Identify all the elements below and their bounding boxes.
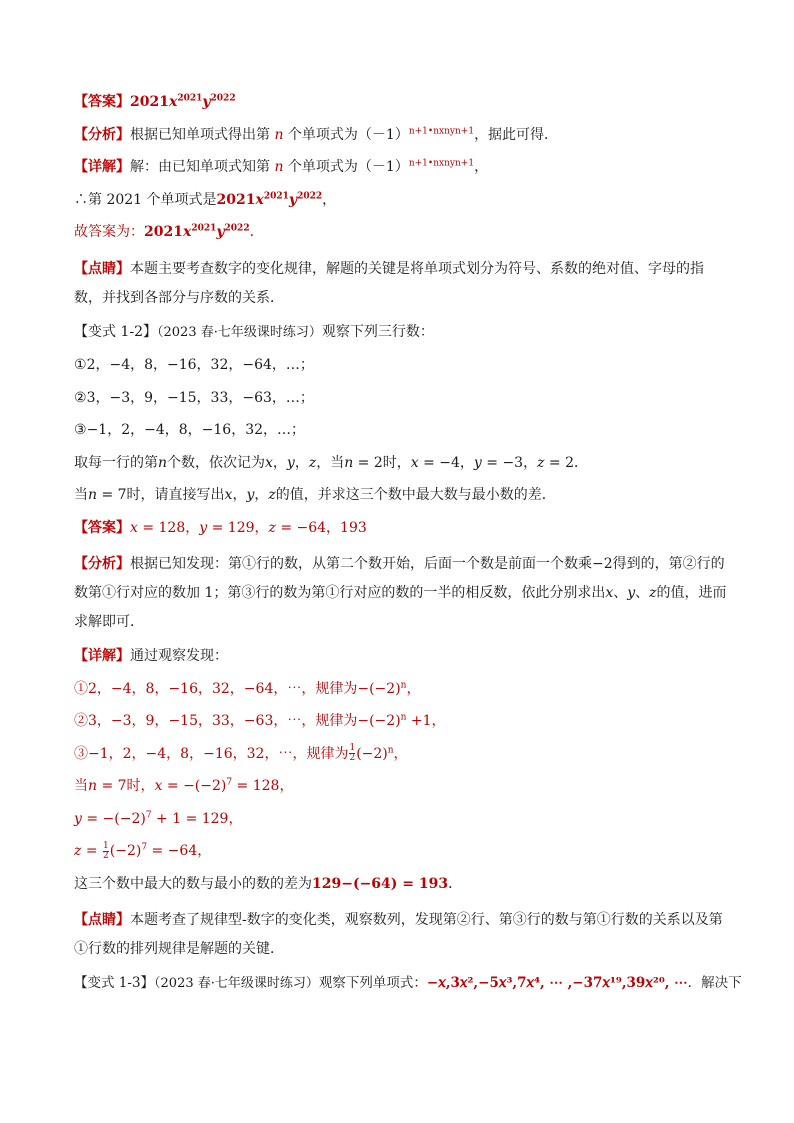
- difference-line: 这三个数中最大的数与最小的数的差为129−(−64) = 193．: [74, 875, 463, 892]
- question-line: 当𝑛 = 7时，请直接写出𝑥，𝑦，𝑧的值，并求这三个数中最大数与最小数的差．: [74, 487, 556, 503]
- answer-line-2: 【答案】𝑥 = 128，𝑦 = 129，𝑧 = −64，193: [74, 519, 367, 536]
- calc-z-line: 𝑧 = $\frac{1}{2}$ $(-2)^7 = -64$，: [74, 840, 212, 861]
- calc-y-line: 𝑦 = $-(-2)^7 + 1 = 129$，: [74, 809, 243, 827]
- variant-1-2-heading: 【变式 1-2】（2023 春·七年级课时练习）观察下列三行数：: [74, 323, 434, 340]
- thus-line: 故答案为：$2021x^{2021}y^{2022}$．: [74, 223, 264, 240]
- comment-paragraph-1: 【点睛】本题主要考查数字的变化规律，解题的关键是将单项式划分为符号、系数的绝对值、字母的指数，并找到各部分与序数的关系．: [74, 260, 704, 306]
- row-3: ③−1，2，−4，8，−16，32，…；: [74, 422, 306, 438]
- row-2: ②3，−3，9，−15，33，−63，…；: [74, 389, 314, 406]
- fraction: $\frac{1}{2}$: [103, 840, 109, 861]
- analysis-line-1: 【分析】根据已知单项式得出第 n 个单项式为$(-1)^{n+1•nxnyn+1}$，据此可得．: [74, 125, 559, 143]
- detail-line-1: 【详解】解：由已知单项式知第 n 个单项式为$(-1)^{n+1•nxnyn+1}$，: [74, 158, 489, 175]
- answer-line-1: 【答案】$2021x^{2021}y^{2022}$: [74, 93, 236, 110]
- document-page: [74, 92, 742, 1007]
- analysis-paragraph-2: 【分析】根据已知发现：第①行的数，从第二个数开始，后面一个数是前面一个数乘−2得到的，第②行的数第①行对应的数加 1；第③行的数为第①行对应的数的一半的相反数，依此分别求出𝑥、𝑦、𝑧的值，进而求解即可．: [74, 556, 727, 630]
- calc-x-line: 当𝑛 = 7时，𝑥 = $-(-2)^7 = 128$，: [74, 777, 294, 794]
- comment-paragraph-2: 【点睛】本题考查了规律型-数字的变化类，观察数列，发现第②行、第③行的数与第①行数的关系以及第①行数的排列规律是解题的关键．: [74, 912, 723, 957]
- take-nth-line: 取每一行的第𝑛个数，依次记为𝑥，𝑦，𝑧，当𝑛 = 2时，𝑥 = −4，𝑦 = −3，𝑧 = 2．: [74, 454, 589, 471]
- variant-1-3-heading: 【变式 1-3】（2023 春·七年级课时练习）观察下列单项式：−𝑥,3𝑥²,−5𝑥³,7𝑥⁴, ⋯ ,−37𝑥¹⁹,39𝑥²⁰, ⋯．解决下: [74, 975, 742, 991]
- rule-line-2: ②3，−3，9，−15，33，−63，⋯，规律为$-(-2)^n +1$，: [74, 712, 446, 729]
- rule-line-3: ③−1，2，−4，8，−16，32，⋯，规律为 $\frac{1}{2}$ $(-2)^n$，: [74, 743, 408, 763]
- detail-line-2: 【详解】通过观察发现：: [74, 648, 228, 664]
- row-1: ①2，−4，8，−16，32，−64，…；: [74, 357, 314, 373]
- therefore-line: ∴第 2021 个单项式是$2021x^{2021}y^{2022}$，: [74, 190, 337, 208]
- fraction: $\frac{1}{2}$: [349, 743, 356, 763]
- rule-line-1: ①2，−4，8，−16，32，−64，⋯，规律为$-(-2)^n$，: [74, 679, 421, 697]
- answer-coef: 2021: [130, 94, 169, 110]
